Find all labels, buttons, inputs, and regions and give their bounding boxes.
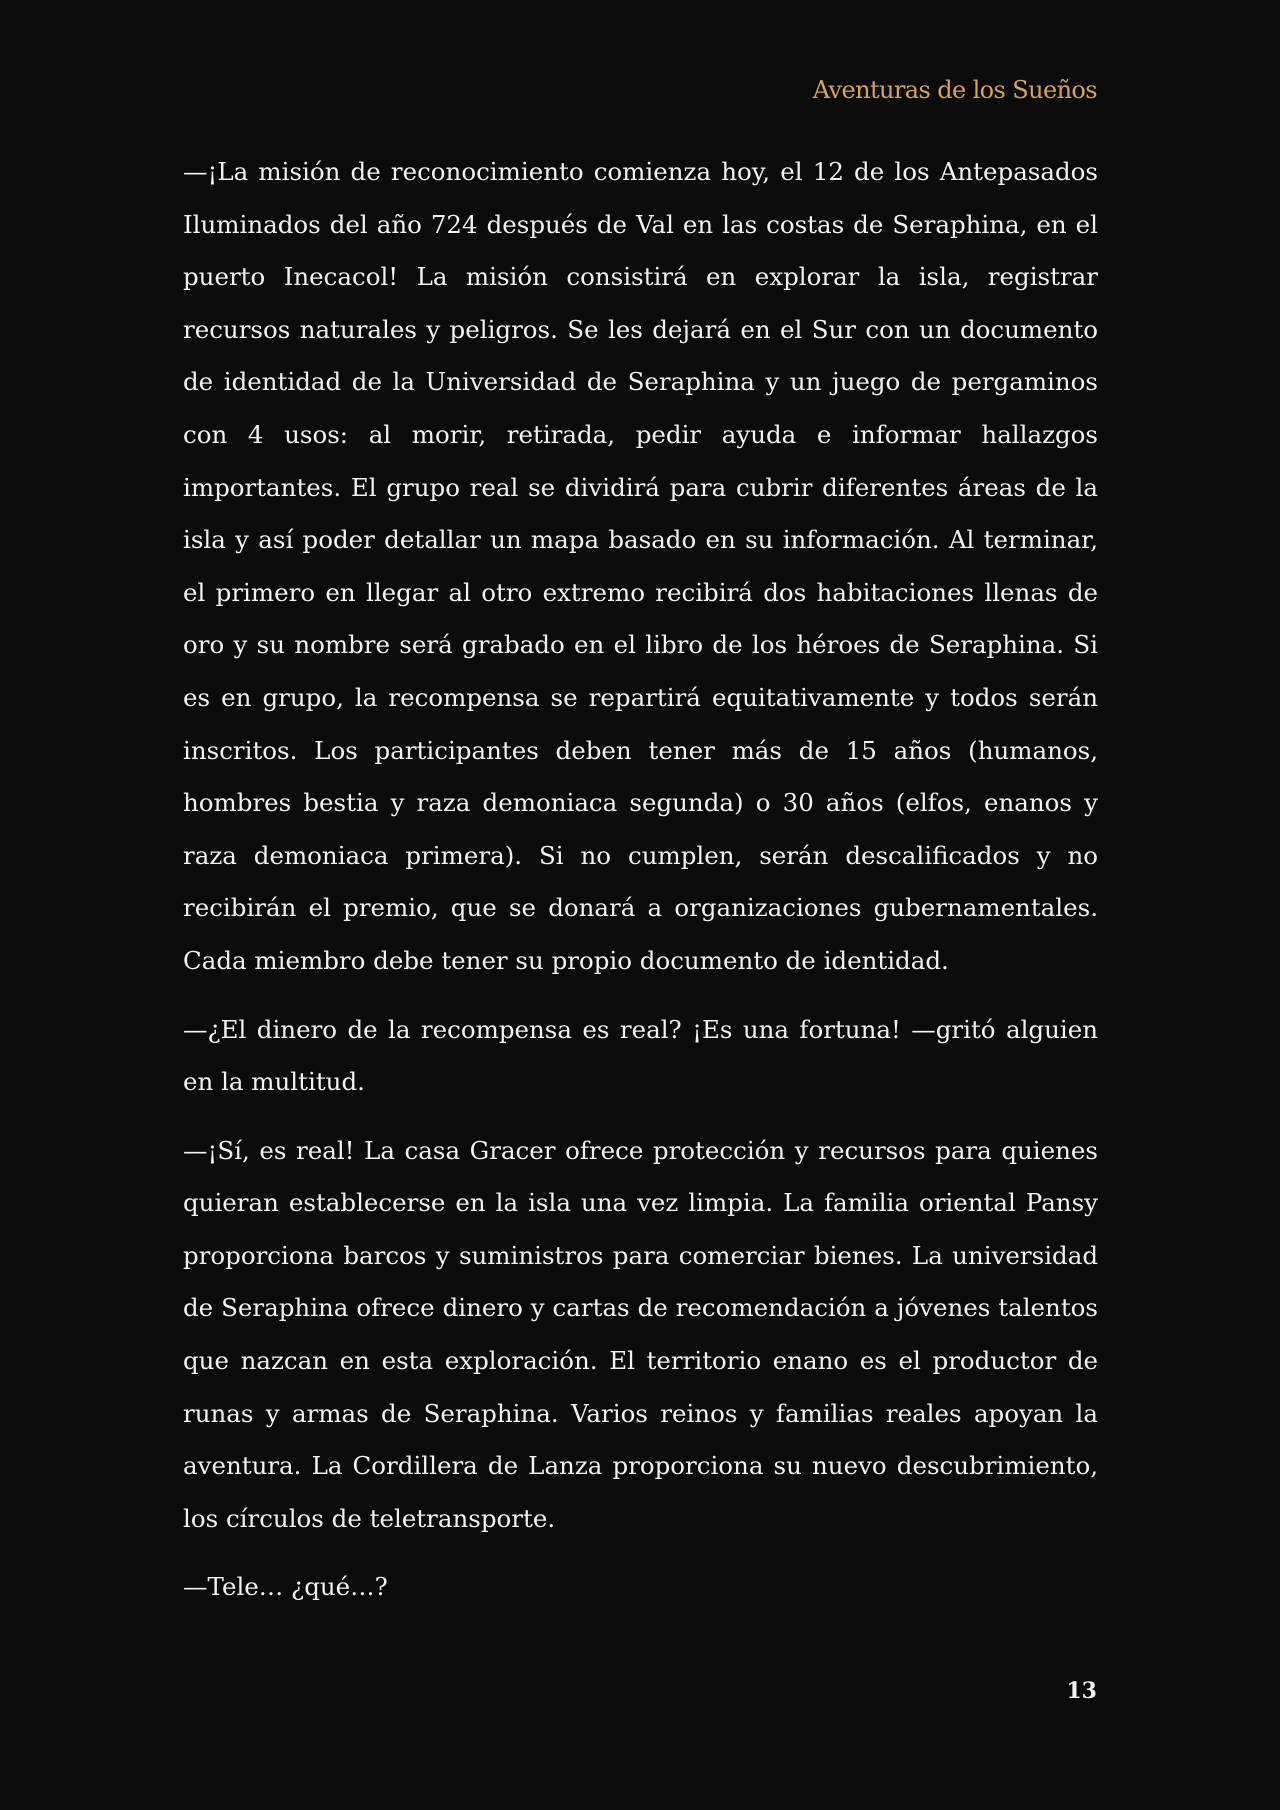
running-header-title: Aventuras de los Sueños (812, 76, 1097, 104)
paragraph-reply: —¡Sí, es real! La casa Gracer ofrece protección y recursos para quienes quieran establecerse en la isla una vez limpia. La familia oriental Pansy proporciona barcos y suministros para comerciar bienes. La universidad de Seraphina ofrece dinero y cartas de recomendación a jóvenes talentos que nazcan en esta exploración. El territorio enano es el productor de runas y armas de Seraphina. Varios reinos y familias reales apoyan la aventura. La Cordillera de Lanza proporciona su nuevo descubrimiento, los círculos de teletransporte. (183, 1135, 1098, 1533)
paragraph-tele-question: —Tele… ¿qué…? (183, 1572, 388, 1602)
page-number: 13 (1066, 1678, 1097, 1704)
paragraph-crowd-question: —¿El dinero de la recompensa es real? ¡Es una fortuna! —gritó alguien en la multitud. (183, 1014, 1098, 1097)
paragraph-announcement: —¡La misión de reconocimiento comienza hoy, el 12 de los Antepasados Iluminados del año 724 después de Val en las costas de Seraphina, en el puerto Inecacol! La misión consistirá en explorar la isla, registrar recursos naturales y peligros. Se les dejará en el Sur con un documento de identidad de la Universidad de Seraphina y un juego de pergaminos con 4 usos: al morir, retirada, pedir ayuda e informar hallazgos importantes. El grupo real se dividirá para cubrir diferentes áreas de la isla y así poder detallar un mapa basado en su información. Al terminar, el primero en llegar al otro extremo recibirá dos habitaciones llenas de oro y su nombre será grabado en el libro de los héroes de Seraphina. Si es en grupo, la recompensa se repartirá equitativamente y todos serán inscritos. Los participantes deben tener más de 15 años (humanos, hombres bestia y raza demoniaca segunda) o 30 años (elfos, enanos y raza demoniaca primera). Si no cumplen, serán descalificados y no recibirán el premio, que se donará a organizaciones gubernamentales. Cada miembro debe tener su propio documento de identidad. (183, 157, 1098, 975)
body-text (183, 146, 1098, 1630)
